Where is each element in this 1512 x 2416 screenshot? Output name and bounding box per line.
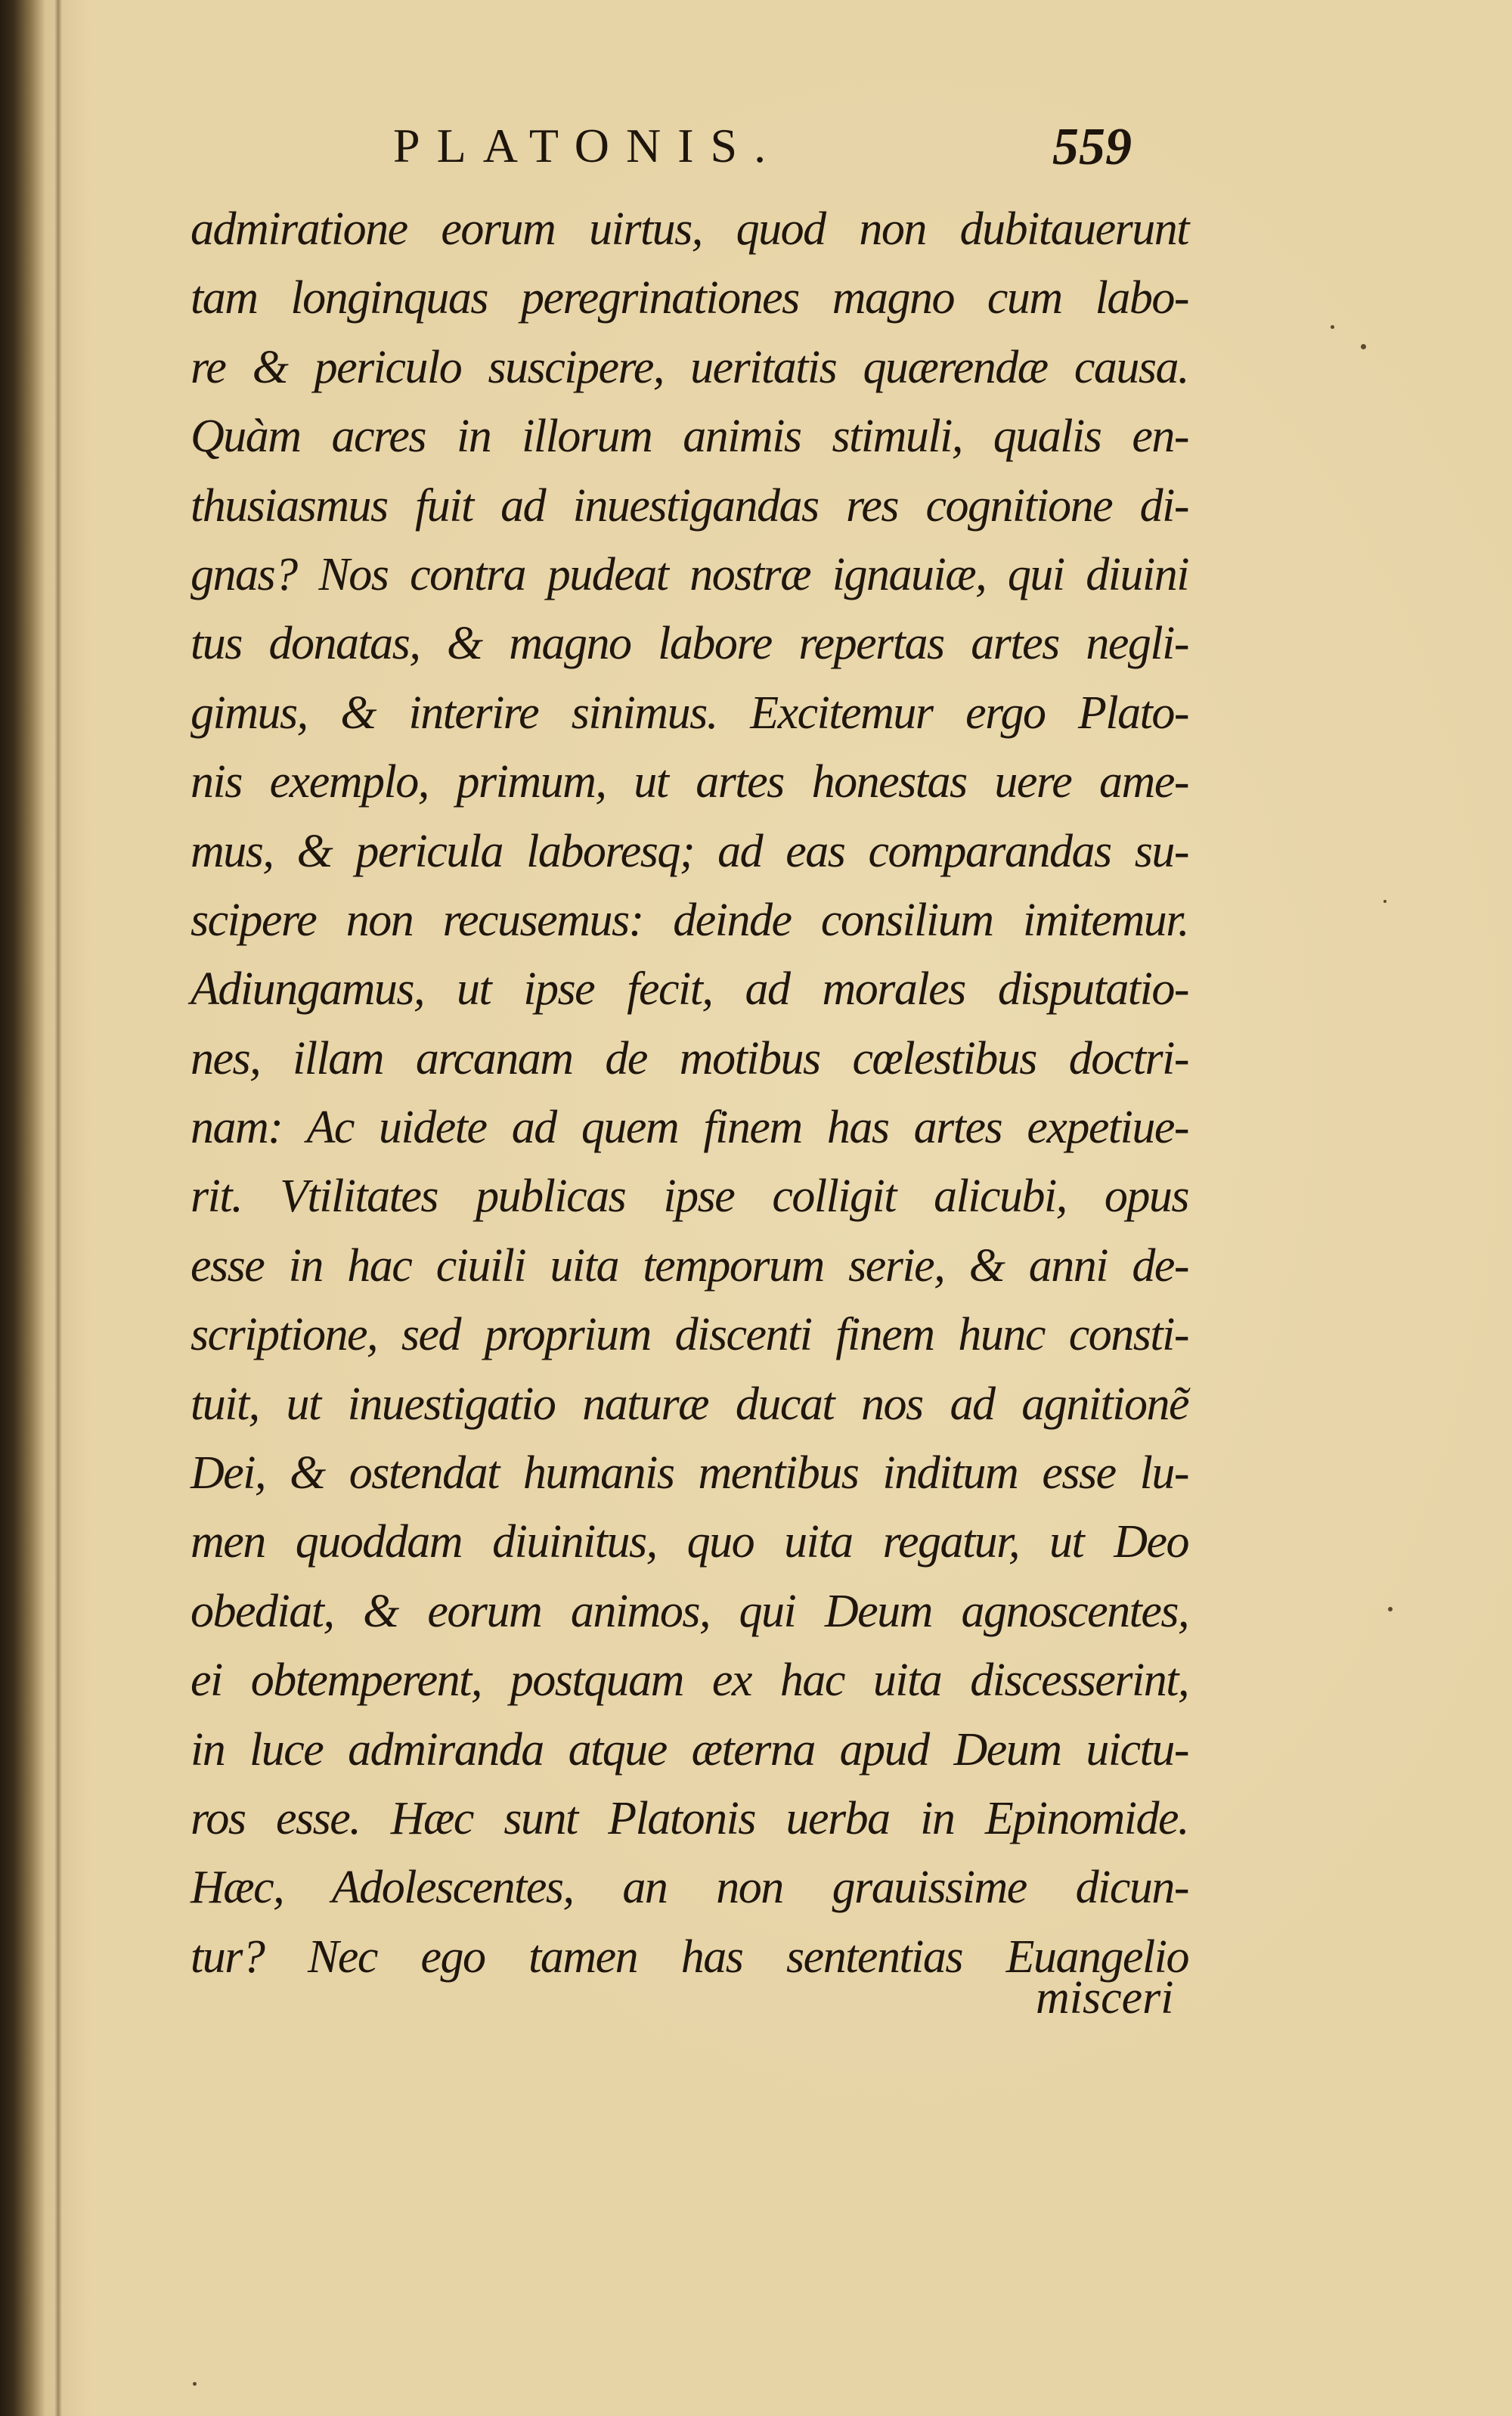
text-line: in luce admiranda atque æterna apud Deum uictu- — [191, 1723, 1188, 1776]
paper-speck — [1361, 344, 1366, 349]
text-line: nam: Ac uidete ad quem finem has artes expetiue- — [191, 1102, 1188, 1154]
paper-speck — [1331, 325, 1334, 329]
text-line: scriptione, sed proprium discenti finem hunc consti- — [191, 1309, 1188, 1361]
catchword: misceri — [1036, 1972, 1174, 2024]
page-number: 559 — [1052, 118, 1132, 176]
text-line: tuit, ut inuestigatio naturæ ducat nos ad agnitionẽ — [191, 1378, 1188, 1430]
text-line: re & periculo suscipere, ueritatis quærendæ causa. — [191, 341, 1188, 393]
paper-speck — [1383, 900, 1387, 903]
text-line: tam longinquas peregrinationes magno cum labo- — [191, 272, 1188, 324]
text-line: ros esse. Hæc sunt Platonis uerba in Epinomide. — [191, 1792, 1188, 1844]
text-block — [191, 195, 1188, 1992]
text-line: gimus, & interire sinimus. Excitemur ergo Plato- — [191, 687, 1188, 739]
text-line: men quoddam diuinitus, quo uita regatur, ut Deo — [191, 1516, 1188, 1568]
text-line: Dei, & ostendat humanis mentibus inditum esse lu- — [191, 1447, 1188, 1500]
text-line: obediat, & eorum animos, qui Deum agnoscentes, — [191, 1585, 1188, 1637]
text-line: Adiungamus, ut ipse fecit, ad morales disputatio- — [191, 963, 1188, 1016]
text-line: tus donatas, & magno labore repertas artes negli- — [191, 618, 1188, 670]
text-line: tur? Nec ego tamen has sententias Euangelio — [191, 1931, 1188, 1983]
paper-speck — [1388, 1607, 1393, 1611]
gutter-shadow — [0, 0, 45, 2416]
text-line: thusiasmus fuit ad inuestigandas res cognitione di- — [191, 479, 1188, 532]
text-line: admiratione eorum uirtus, quod non dubitauerunt — [191, 203, 1188, 255]
text-line: nis exemplo, primum, ut artes honestas uere ame- — [191, 756, 1188, 808]
text-line: mus, & pericula laboresq; ad eas comparandas su- — [191, 825, 1188, 877]
text-line: esse in hac ciuili uita temporum serie, & anni de- — [191, 1239, 1188, 1292]
text-line: gnas? Nos contra pudeat nostræ ignauiæ, qui diuini — [191, 548, 1188, 600]
text-line: Hæc, Adolescentes, an non grauissime dicun- — [191, 1862, 1188, 1914]
text-line: rit. Vtilitates publicas ipse colligit alicubi, opus — [191, 1171, 1188, 1223]
gutter-fold — [54, 0, 62, 2416]
text-line: scipere non recusemus: deinde consilium imitemur. — [191, 894, 1188, 946]
text-line: Quàm acres in illorum animis stimuli, qualis en- — [191, 411, 1188, 463]
paper-speck — [193, 2382, 197, 2386]
running-head: PLATONIS. — [393, 119, 783, 172]
text-line: nes, illam arcanam de motibus cœlestibus doctri- — [191, 1032, 1188, 1084]
text-line: ei obtemperent, postquam ex hac uita discesserint, — [191, 1655, 1188, 1707]
